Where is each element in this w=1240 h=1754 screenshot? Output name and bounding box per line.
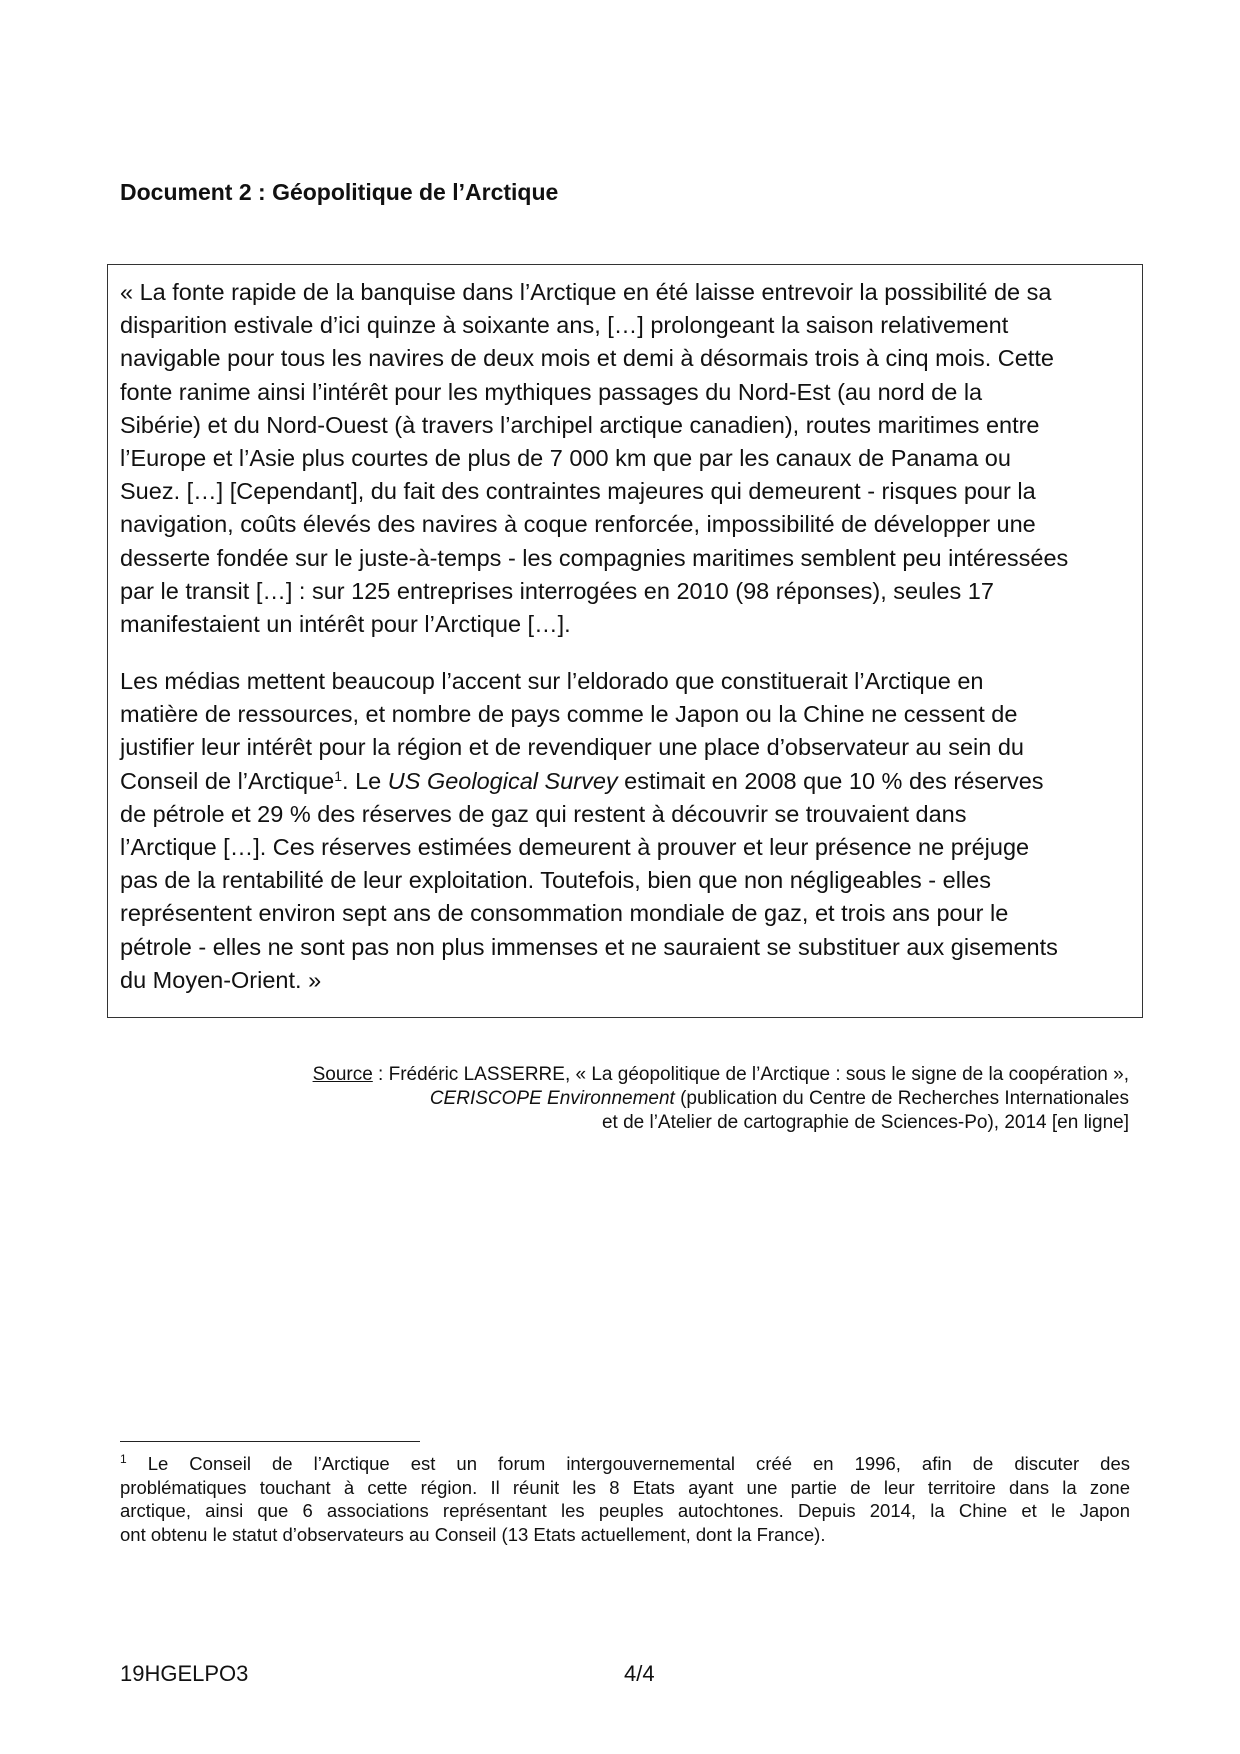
footnote-separator	[120, 1441, 420, 1442]
footnote-marker: 1	[120, 1452, 127, 1466]
text-line: Suez. […] [Cependant], du fait des contraintes majeures qui demeurent - risques pour la	[120, 478, 1036, 505]
text-line: l’Europe et l’Asie plus courtes de plus de 7 000 km que par les canaux de Panama ou	[120, 444, 1011, 471]
text-line	[120, 765, 1130, 798]
exam-code: 19HGELPO3	[120, 1661, 249, 1686]
text-line: matière de ressources, et nombre de pays comme le Japon ou la Chine ne cessent de	[120, 701, 1018, 728]
text-line: navigation, coûts élevés des navires à coque renforcée, impossibilité de développer une	[120, 511, 1036, 538]
text-line: fonte ranime ainsi l’intérêt pour les mythiques passages du Nord-Est (au nord de la	[120, 378, 983, 405]
text-line: disparition estivale d’ici quinze à soixante ans, […] prolongeant la saison relativement	[120, 312, 1009, 339]
text-segment: . Le	[342, 767, 388, 794]
quote-paragraph-1	[120, 276, 1130, 641]
text-line: « La fonte rapide de la banquise dans l’Arctique en été laisse entrevoir la possibilité de sa	[120, 279, 1052, 305]
italic-title: CERISCOPE Environnement	[429, 1088, 675, 1109]
text-line: Les médias mettent beaucoup l’accent sur l’eldorado que constituerait l’Arctique en	[120, 668, 984, 694]
text-segment: estimait en 2008 que 10 % des réserves	[617, 767, 1044, 794]
quote-box	[107, 264, 1143, 1018]
text-line: par le transit […] : sur 125 entreprises interrogées en 2010 (98 réponses), seules 17	[120, 577, 994, 604]
footnote-line	[120, 1452, 1130, 1476]
footnote-line: ont obtenu le statut d’observateurs au Conseil (13 Etats actuellement, dont la France).	[120, 1523, 826, 1545]
page-number: 4/4	[624, 1661, 655, 1686]
footnote-line: arctique, ainsi que 6 associations représentant les peuples autochtones. Depuis 2014, la Chine et le Japon	[120, 1500, 1130, 1521]
text-line: l’Arctique […]. Ces réserves estimées demeurent à prouver et leur présence ne préjuge	[120, 833, 1030, 860]
text-line: représentent environ sept ans de consommation mondiale de gaz, et trois ans pour le	[120, 900, 1009, 927]
italic-title: US Geological Survey	[387, 767, 618, 794]
source-line: et de l’Atelier de cartographie de Sciences-Po), 2014 [en ligne]	[601, 1112, 1129, 1133]
text-segment: Conseil de l’Arctique	[120, 767, 335, 794]
text-line: pas de la rentabilité de leur exploitation. Toutefois, bien que non négligeables - elles	[120, 867, 991, 894]
text-line: Sibérie) et du Nord-Ouest (à travers l’archipel arctique canadien), routes maritimes entre	[120, 411, 1040, 438]
footnote-reference: 1	[334, 767, 343, 784]
text-line: manifestaient un intérêt pour l’Arctique […].	[120, 610, 571, 637]
source-line	[313, 1087, 1129, 1111]
footnote-line: problématiques touchant à cette région. Il réunit les 8 Etats ayant une partie de leur territoire dans la zone	[120, 1476, 1130, 1498]
footnote	[120, 1452, 1130, 1546]
text-line: du Moyen-Orient. »	[120, 966, 322, 993]
quote-paragraph-2	[120, 665, 1130, 997]
text-segment: (publication du Centre de Recherches Internationales	[674, 1088, 1129, 1109]
text-line: de pétrole et 29 % des réserves de gaz qui restent à découvrir se trouvaient dans	[120, 800, 967, 827]
source-line	[313, 1063, 1129, 1087]
text-line: justifier leur intérêt pour la région et de revendiquer une place d’observateur au sein du	[120, 734, 1025, 761]
source-label: Source	[312, 1064, 373, 1085]
document-title: Document 2 : Géopolitique de l’Arctique	[120, 179, 559, 205]
text-line: pétrole - elles ne sont pas non plus immenses et ne sauraient se substituer aux gisements	[120, 933, 1058, 960]
text-line: desserte fondée sur le juste-à-temps - les compagnies maritimes semblent peu intéressées	[120, 544, 1069, 571]
source-citation	[313, 1063, 1129, 1135]
text-line: navigable pour tous les navires de deux mois et demi à désormais trois à cinq mois. Cette	[120, 345, 1054, 372]
text-segment: : Frédéric LASSERRE, « La géopolitique de l’Arctique : sous le signe de la coopération »,	[372, 1064, 1129, 1085]
text-segment: Le Conseil de l’Arctique est un forum intergouvernemental créé en 1996, afin de discuter des	[126, 1453, 1130, 1474]
